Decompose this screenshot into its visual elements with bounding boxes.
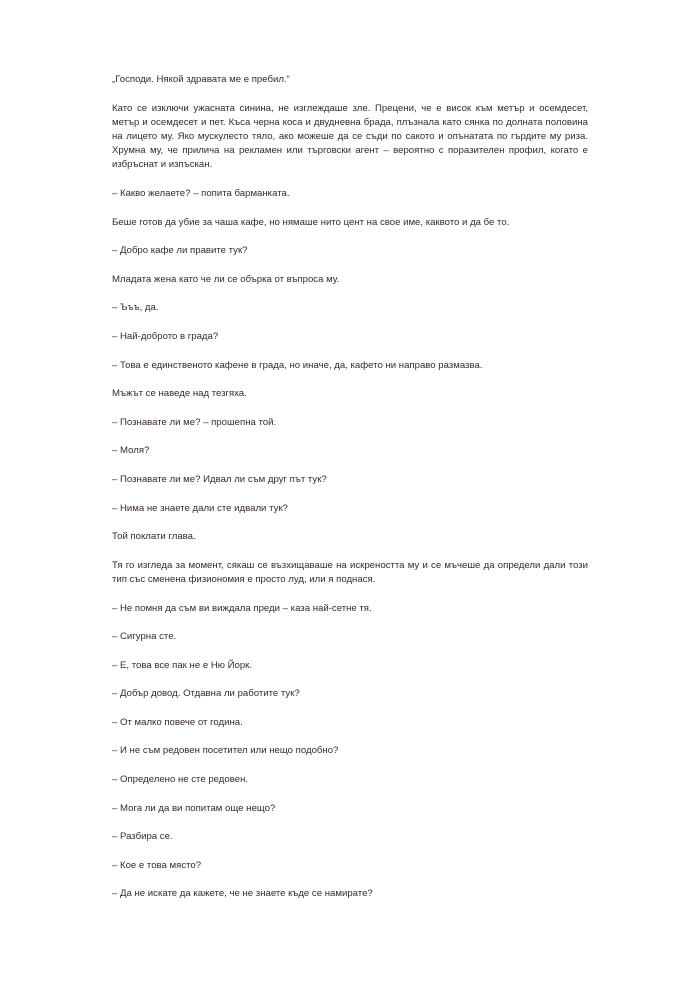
paragraph: Мъжът се наведе над тезгяха. [112, 388, 247, 400]
paragraph: – Нима не знаете дали сте идвали тук? [112, 502, 288, 514]
paragraph: – От малко повече от година. [112, 716, 243, 728]
paragraph: – Познавате ли ме? – прошепна той. [112, 416, 277, 428]
paragraph: – Определено не сте редовен. [112, 774, 249, 786]
paragraph: – Добро кафе ли правите тук? [112, 245, 248, 257]
paragraph: – Кое е това място? [112, 859, 202, 871]
paragraph: – Най-доброто в града? [112, 330, 219, 342]
paragraph: Той поклати глава. [112, 531, 196, 543]
paragraph: – Добър довод. Отдавна ли работите тук? [112, 688, 300, 700]
paragraph: – Е, това все пак не е Ню Йорк. [112, 659, 253, 671]
paragraph: – И не съм редовен посетител или нещо подобно? [112, 745, 339, 757]
paragraph: – Ъъъ, да. [112, 302, 159, 314]
paragraph: „Господи. Някой здравата ме е пребил.“ [112, 74, 290, 85]
paragraph: – Това е единственото кафене в града, но иначе, да, кафето ни направо размазва. [112, 359, 483, 371]
paragraph: – Сигурна сте. [112, 631, 177, 643]
paragraph: Младата жена като че ли се обърка от въпроса му. [112, 273, 340, 285]
paragraph: – Да не искате да кажете, че не знаете къде се намирате? [112, 888, 373, 900]
paragraph: – Какво желаете? – попита барманката. [112, 188, 290, 199]
paragraph: – Не помня да съм ви виждала преди – каза най-сетне тя. [112, 602, 372, 614]
paragraph: – Мога ли да ви попитам още нещо? [112, 802, 276, 814]
document-body [112, 73, 588, 916]
paragraph: Беше готов да убие за чаша кафе, но нямаше нито цент на свое име, каквото и да бе то. [112, 216, 510, 228]
paragraph: Тя го изгледа за момент, сякаш се възхищаваше на искреността му и се мъчеше да определи дали този тип със сменена физиономия е просто луд, или я поднася. [112, 559, 588, 585]
paragraph: – Познавате ли ме? Идвал ли съм друг път тук? [112, 473, 327, 485]
paragraph: – Разбира се. [112, 831, 173, 843]
paragraph: – Моля? [112, 445, 150, 457]
paragraph: Като се изключи ужасната синина, не изглеждаше зле. Прецени, че е висок към метър и осемдесет, метър и осемдесет и пет. Къса черна коса и двудневна брада, плъзнала като сянка по долната половина на лицето му. Яко мускулесто тяло, ако можеше да се съди по сакото и опънатата по гърдите му риза. Хрумна му, че прилича на рекламен или търговски агент – вероятно с поразителен профил, когато е избръснат и изпъскан. [112, 102, 588, 171]
